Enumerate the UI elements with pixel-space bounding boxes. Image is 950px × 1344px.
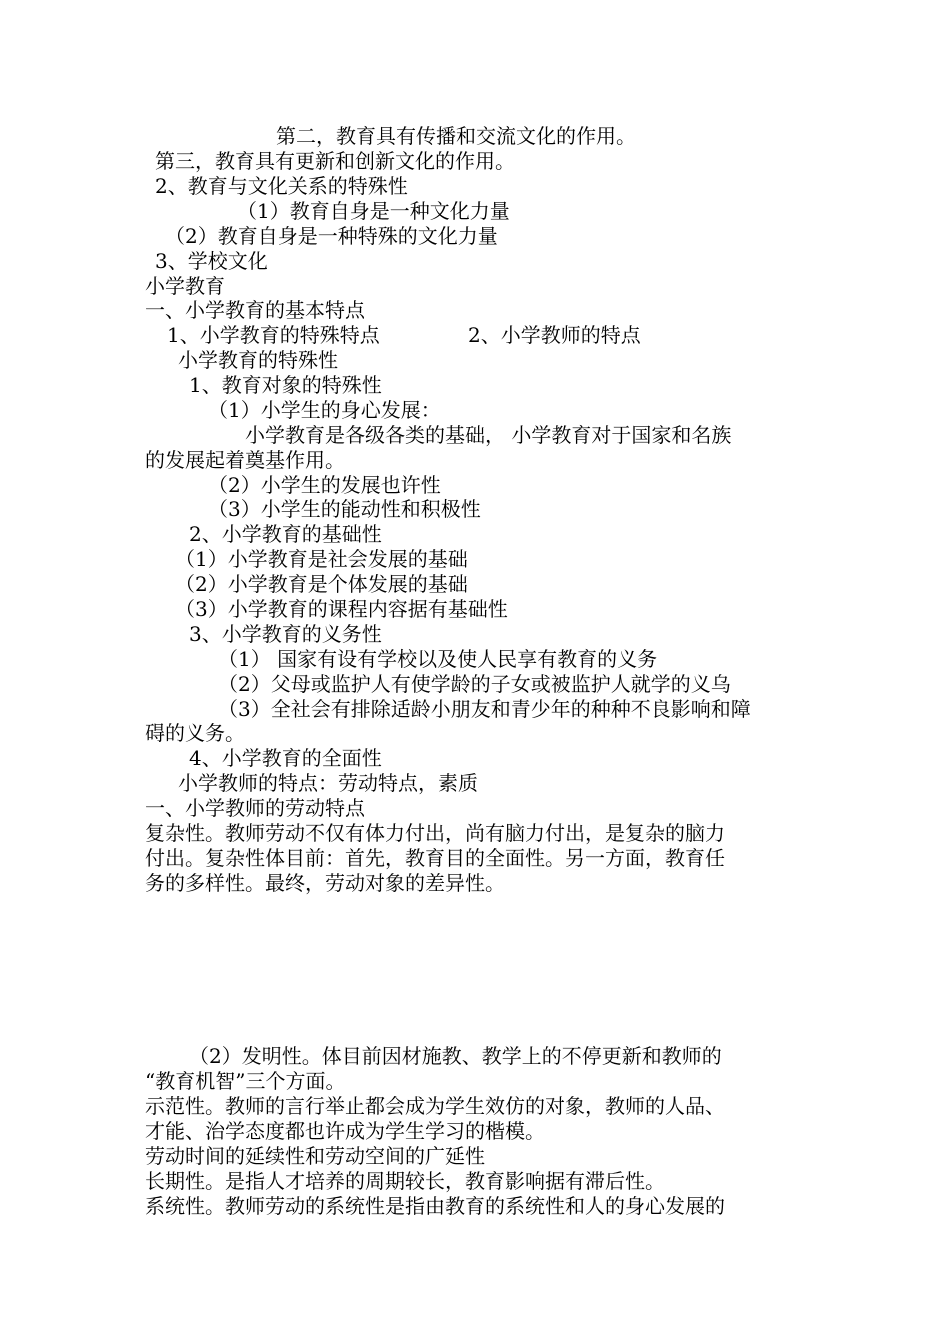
text-line: 2、小学教师的特点 (468, 323, 641, 347)
text-line: 碍的义务。 (145, 721, 245, 745)
text-line: 长期性。是指人才培养的周期较长，教育影响据有滞后性。 (145, 1169, 665, 1193)
text-line: 2、小学教育的基础性 (189, 522, 382, 546)
text-line: 付出。复杂性体目前：首先，教育目的全面性。另一方面，教育任 (145, 846, 725, 870)
text-line: 复杂性。教师劳动不仅有体力付出，尚有脑力付出，是复杂的脑力 (145, 821, 725, 845)
text-line: （1） 国家有设有学校以及使人民享有教育的义务 (218, 647, 658, 671)
text-line: 一、小学教育的基本特点 (145, 298, 365, 322)
text-line: （3）小学教育的课程内容据有基础性 (175, 597, 508, 621)
text-line: “教育机智”三个方面。 (145, 1069, 346, 1093)
text-line: （2）发明性。体目前因材施教、教学上的不停更新和教师的 (189, 1044, 722, 1068)
text-line: （2）父母或监护人有使学龄的子女或被监护人就学的义乌 (218, 672, 731, 696)
text-line: 第二，教育具有传播和交流文化的作用。 (276, 124, 636, 148)
text-line: 2、教育与文化关系的特殊性 (155, 174, 408, 198)
text-line: 务的多样性。最终，劳动对象的差异性。 (145, 871, 505, 895)
text-line: 的发展起着奠基作用。 (145, 448, 345, 472)
text-line: 示范性。教师的言行举止都会成为学生效仿的对象，教师的人品、 (145, 1094, 725, 1118)
text-line: （3）小学生的能动性和积极性 (208, 497, 481, 521)
text-line: （3）全社会有排除适龄小朋友和青少年的种种不良影响和障 (218, 697, 751, 721)
text-line: 小学教师的特点：劳动特点，素质 (178, 771, 478, 795)
text-line: 1、小学教育的特殊特点 (167, 323, 380, 347)
text-line: （2）小学教育是个体发展的基础 (175, 572, 468, 596)
text-line: 小学教育的特殊性 (178, 348, 338, 372)
text-line: 第三，教育具有更新和创新文化的作用。 (155, 149, 515, 173)
text-line: 1、教育对象的特殊性 (189, 373, 382, 397)
text-line: 系统性。教师劳动的系统性是指由教育的系统性和人的身心发展的 (145, 1194, 725, 1218)
text-line: 4、小学教育的全面性 (189, 746, 382, 770)
text-line: 3、学校文化 (155, 249, 268, 273)
text-line: （1）小学教育是社会发展的基础 (175, 547, 468, 571)
text-line: （2）小学生的发展也许性 (208, 473, 441, 497)
text-line: 一、小学教师的劳动特点 (145, 796, 365, 820)
text-line: （2）教育自身是一种特殊的文化力量 (165, 224, 498, 248)
text-line: 才能、治学态度都也许成为学生学习的楷模。 (145, 1119, 545, 1143)
text-line: 小学教育 (145, 274, 225, 298)
text-line: 劳动时间的延续性和劳动空间的广延性 (145, 1144, 485, 1168)
text-line: 3、小学教育的义务性 (189, 622, 382, 646)
text-line: 小学教育是各级各类的基础， 小学教育对于国家和名族 (245, 423, 732, 447)
text-line: （1）小学生的身心发展： (208, 398, 441, 422)
text-line: （1）教育自身是一种文化力量 (237, 199, 510, 223)
